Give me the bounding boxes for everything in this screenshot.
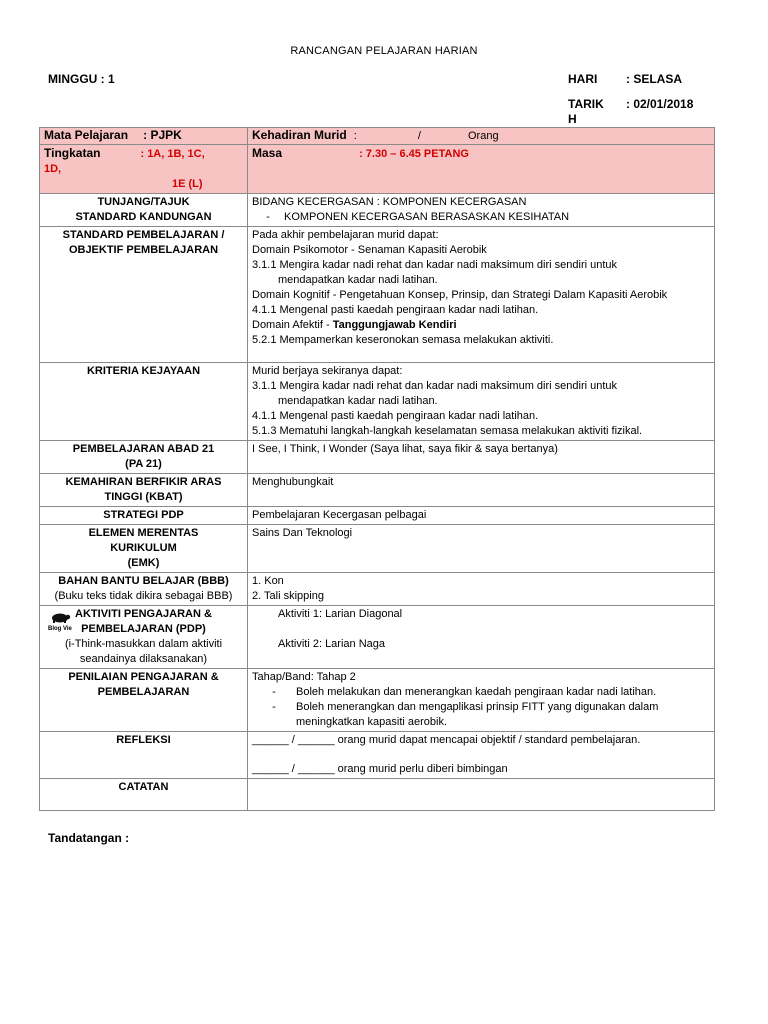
criteria-line: mendapatkan kadar nadi latihan. <box>278 395 438 407</box>
pa21-label-line: PEMBELAJARAN ABAD 21 <box>72 443 215 455</box>
lesson-plan-table <box>39 127 715 811</box>
table-row-activity <box>40 606 715 669</box>
kbat-value: Menghubungkait <box>248 474 715 507</box>
class-label: Tingkatan <box>44 146 101 160</box>
tunjang-line: KOMPONEN KECERGASAN BERASASKAN KESIHATAN <box>284 211 570 223</box>
assessment-item: Boleh melakukan dan menerangkan kaedah pengiraan kadar nadi latihan. <box>296 686 657 698</box>
bbb-note: (Buku teks tidak dikira sebagai BBB) <box>54 590 233 602</box>
reflection-line: ______ / ______ orang murid dapat mencapai objektif / standard pembelajaran. <box>252 734 641 746</box>
class-value-cont: 1D, <box>44 163 62 175</box>
pa21-label <box>40 441 248 474</box>
table-row-subject <box>40 128 715 145</box>
notes-label: CATATAN <box>40 779 248 811</box>
week-label: MINGGU : 1 <box>48 72 115 86</box>
date-label-cont: H <box>568 112 577 126</box>
assessment-label-line: PENILAIAN PENGAJARAN & <box>68 671 219 683</box>
bbb-value <box>248 573 715 606</box>
pa21-label-line: (PA 21) <box>125 458 162 470</box>
date-label: TARIK <box>568 97 604 111</box>
attendance-cell <box>248 128 715 145</box>
criteria-line: Murid berjaya sekiranya dapat: <box>252 365 403 377</box>
activity-note: (i-Think-masukkan dalam aktiviti <box>64 638 223 650</box>
reflection-line: ______ / ______ orang murid perlu diberi bimbingan <box>252 763 508 775</box>
strategy-value: Pembelajaran Kecergasan pelbagai <box>248 507 715 525</box>
turtle-icon <box>49 611 71 623</box>
document-title: RANCANGAN PELAJARAN HARIAN <box>290 45 478 57</box>
day-label: HARI <box>568 72 598 86</box>
assessment-band: Tahap/Band: Tahap 2 <box>252 671 356 683</box>
assessment-label <box>40 669 248 732</box>
standard-label-line: STANDARD PEMBELAJARAN / <box>62 229 225 241</box>
standard-line: Domain Psikomotor - Senaman Kapasiti Aerobik <box>252 244 487 256</box>
activity-label-line: AKTIVITI PENGAJARAN & <box>75 608 212 620</box>
activity-value <box>248 606 715 669</box>
subject-label: Mata Pelajaran <box>44 128 129 142</box>
bbb-label <box>40 573 248 606</box>
standard-line: 5.2.1 Mempamerkan keseronokan semasa melakukan aktiviti. <box>252 334 554 346</box>
signature-label: Tandatangan : <box>48 831 130 845</box>
dash-bullet: - <box>272 686 276 698</box>
bbb-label-line: BAHAN BANTU BELAJAR (BBB) <box>58 575 229 587</box>
table-row-standard <box>40 227 715 363</box>
class-value-end: 1E (L) <box>172 178 203 190</box>
standard-value <box>248 227 715 363</box>
reflection-value <box>248 732 715 779</box>
activity-label-line: PEMBELAJARAN (PDP) <box>81 623 206 635</box>
table-row-reflection <box>40 732 715 779</box>
tunjang-label-line: TUNJANG/TAJUK <box>97 196 190 208</box>
notes-value <box>248 779 715 811</box>
tunjang-label <box>40 194 248 227</box>
reflection-label: REFLEKSI <box>40 732 248 779</box>
attendance-label: Kehadiran Murid <box>252 128 347 142</box>
criteria-line: 5.1.3 Mematuhi langkah-langkah keselamatan semasa melakukan aktiviti fizikal. <box>252 425 643 437</box>
emk-value: Sains Dan Teknologi <box>248 525 715 573</box>
emk-label <box>40 525 248 573</box>
standard-line: Domain Afektif - <box>252 319 333 331</box>
table-row-assessment <box>40 669 715 732</box>
criteria-line: 4.1.1 Mengenal pasti kaedah pengiraan kadar nadi latihan. <box>252 410 539 422</box>
time-label: Masa <box>252 146 283 160</box>
assessment-item: Boleh menerangkan dan mengaplikasi prinsip FITT yang digunakan dalam <box>296 701 659 713</box>
criteria-value <box>248 363 715 441</box>
kbat-label-line: TINGGI (KBAT) <box>104 491 183 503</box>
strategy-label: STRATEGI PDP <box>40 507 248 525</box>
dash-bullet: - <box>272 701 276 713</box>
standard-label-line: OBJEKTIF PEMBELAJARAN <box>68 244 219 256</box>
table-row-emk <box>40 525 715 573</box>
standard-line-bold: Tanggungjawab Kendiri <box>332 319 457 331</box>
class-value: : 1A, 1B, 1C, <box>140 148 205 160</box>
emk-label-line: KURIKULUM <box>110 542 177 554</box>
table-row-notes <box>40 779 715 811</box>
standard-line: 4.1.1 Mengenal pasti kaedah pengiraan kadar nadi latihan. <box>252 304 539 316</box>
activity-label <box>40 606 248 669</box>
kbat-label-line: KEMAHIRAN BERFIKIR ARAS <box>65 476 222 488</box>
assessment-value <box>248 669 715 732</box>
activity-item: Aktiviti 2: Larian Naga <box>278 638 385 650</box>
assessment-label-line: PEMBELAJARAN <box>97 686 190 698</box>
activity-item: Aktiviti 1: Larian Diagonal <box>278 608 403 620</box>
criteria-line: 3.1.1 Mengira kadar nadi rehat dan kadar nadi maksimum diri sendiri untuk <box>252 380 618 392</box>
standard-line: Domain Kognitif - Pengetahuan Konsep, Prinsip, dan Strategi Dalam Kapasiti Aerobik <box>252 289 668 301</box>
standard-label <box>40 227 248 363</box>
criteria-label: KRITERIA KEJAYAAN <box>40 363 248 441</box>
time-cell <box>248 145 715 194</box>
kbat-label <box>40 474 248 507</box>
table-row-class <box>40 145 715 194</box>
date-value: : 02/01/2018 <box>626 97 694 111</box>
blog-logo-text: Blog Vie <box>48 626 72 632</box>
standard-line: Pada akhir pembelajaran murid dapat: <box>252 229 439 241</box>
dash-bullet: - <box>266 211 270 223</box>
activity-note: seandainya dilaksanakan) <box>79 653 208 665</box>
table-row-pa21 <box>40 441 715 474</box>
attendance-unit: Orang <box>468 130 499 142</box>
standard-line: mendapatkan kadar nadi latihan. <box>278 274 438 286</box>
standard-line: 3.1.1 Mengira kadar nadi rehat dan kadar nadi maksimum diri sendiri untuk <box>252 259 618 271</box>
blog-logo <box>48 611 72 633</box>
subject-value: : PJPK <box>143 128 182 142</box>
tunjang-value <box>248 194 715 227</box>
tunjang-label-line: STANDARD KANDUNGAN <box>75 211 212 223</box>
assessment-item-cont: meningkatkan kapasiti aerobik. <box>296 716 448 728</box>
attendance-colon: : <box>353 130 357 142</box>
bbb-item: 1. Kon <box>252 575 284 587</box>
tunjang-line: BIDANG KECERGASAN : KOMPONEN KECERGASAN <box>252 196 527 208</box>
day-value: : SELASA <box>626 72 683 86</box>
bbb-item: 2. Tali skipping <box>252 590 324 602</box>
attendance-slash: / <box>417 130 421 142</box>
table-row-strategy <box>40 507 715 525</box>
class-cell <box>40 145 248 194</box>
table-row-tunjang <box>40 194 715 227</box>
pa21-value: I See, I Think, I Wonder (Saya lihat, saya fikir & saya bertanya) <box>248 441 715 474</box>
table-row-bbb <box>40 573 715 606</box>
subject-cell <box>40 128 248 145</box>
time-value: : 7.30 – 6.45 PETANG <box>359 148 469 160</box>
emk-label-line: ELEMEN MERENTAS <box>88 527 199 539</box>
table-row-criteria <box>40 363 715 441</box>
emk-label-line: (EMK) <box>127 557 160 569</box>
table-row-kbat <box>40 474 715 507</box>
